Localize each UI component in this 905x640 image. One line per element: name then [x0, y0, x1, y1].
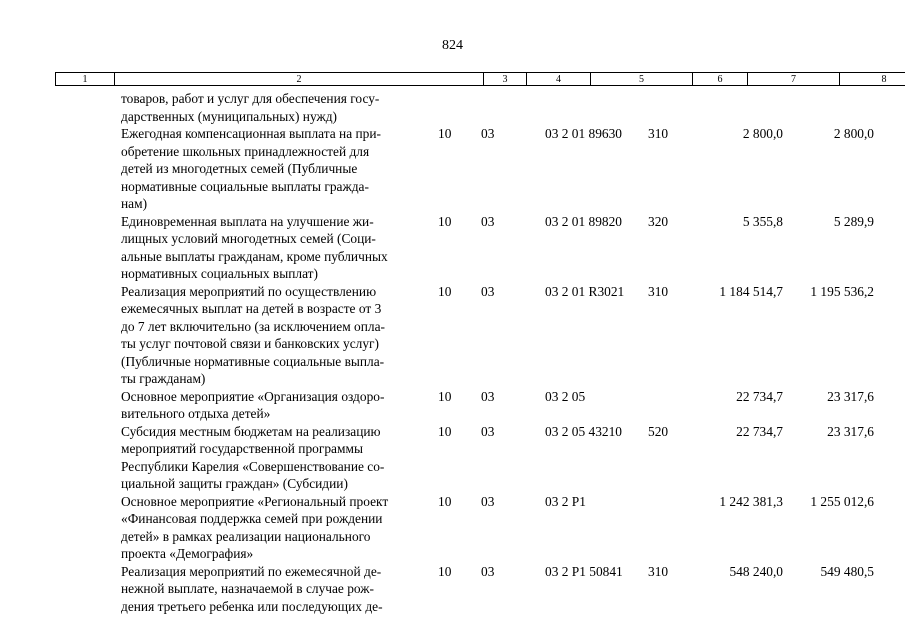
- amount-column-7: 548 240,0: [729, 563, 783, 579]
- amount-column-8: 1 255 012,6: [810, 493, 874, 509]
- amount-column-7: 5 355,8: [742, 213, 783, 229]
- subsection-code: 03: [481, 126, 495, 141]
- subsection-code: 03: [481, 283, 495, 299]
- row-description: товаров, работ и услуг для обеспечения госу- дарственных (муниципальных) нужд): [121, 91, 380, 124]
- section-code: 10: [438, 126, 452, 141]
- section-code: 10: [438, 423, 452, 439]
- target-article-code: 03 2 01 89820: [545, 213, 622, 229]
- row-description: Реализация мероприятий по ежемесячной де- нежной выплате, назначаемой в случае рож- дения третьего ребенка или последующих де-: [121, 563, 383, 614]
- subsection-code: 03: [481, 213, 495, 229]
- column-header-2: 2: [115, 73, 484, 86]
- section-code: 10: [438, 213, 452, 229]
- amount-column-8: 23 317,6: [827, 423, 874, 439]
- table-row: [0, 493, 905, 563]
- table-row: [0, 90, 905, 125]
- column-header-4: 4: [527, 73, 591, 86]
- section-code: 10: [438, 283, 452, 299]
- expense-type-code: 320: [648, 213, 669, 229]
- row-description: Субсидия местным бюджетам на реализацию мероприятий государственной программы Республики Карелия «Совершенствование со- циальной защиты граждан» (Субсидии): [121, 423, 385, 491]
- column-header-7: 7: [748, 73, 840, 86]
- amount-column-8: 549 480,5: [820, 563, 874, 579]
- amount-column-7: 22 734,7: [736, 388, 783, 404]
- column-header-6: 6: [693, 73, 748, 86]
- subsection-code: 03: [481, 563, 495, 579]
- target-article-code: 03 2 P1 50841: [545, 563, 623, 579]
- amount-column-7: 22 734,7: [736, 423, 783, 439]
- column-header-3: 3: [484, 73, 527, 86]
- column-header-1: 1: [56, 73, 115, 86]
- table-row: [0, 423, 905, 493]
- subsection-code: 03: [481, 493, 495, 509]
- row-description: Единовременная выплата на улучшение жи- лищных условий многодетных семей (Соци- альные выплаты гражданам, кроме публичных нормативных социальных выплат): [121, 213, 388, 281]
- row-description: Основное мероприятие «Региональный проект «Финансовая поддержка семей при рождении детей» в рамках реализации национального проекта «Демография»: [121, 493, 389, 561]
- amount-column-7: 2 800,0: [742, 126, 783, 141]
- target-article-code: 03 2 01 R3021: [545, 283, 625, 299]
- table-row: [0, 125, 905, 213]
- target-article-code: 03 2 P1: [545, 493, 586, 509]
- column-header-row: [55, 72, 905, 86]
- amount-column-7: 1 242 381,3: [719, 493, 783, 509]
- row-description: Основное мероприятие «Организация оздоро- вительного отдыха детей»: [121, 388, 385, 421]
- target-article-code: 03 2 05: [545, 388, 586, 404]
- target-article-code: 03 2 01 89630: [545, 126, 622, 141]
- subsection-code: 03: [481, 423, 495, 439]
- table-row: [0, 283, 905, 388]
- target-article-code: 03 2 05 43210: [545, 423, 622, 439]
- table-row: [0, 388, 905, 423]
- page-number: 824: [442, 38, 463, 53]
- amount-column-8: 2 800,0: [833, 126, 874, 141]
- amount-column-7: 1 184 514,7: [719, 283, 783, 299]
- amount-column-8: 5 289,9: [833, 213, 874, 229]
- expense-type-code: 520: [648, 423, 669, 439]
- amount-column-8: 23 317,6: [827, 388, 874, 404]
- subsection-code: 03: [481, 388, 495, 404]
- section-code: 10: [438, 493, 452, 509]
- row-description: Ежегодная компенсационная выплата на при- обретение школьных принадлежностей для детей из многодетных семей (Публичные нормативные социальные выплаты гражда- нам): [121, 126, 381, 211]
- column-header-5: 5: [591, 73, 693, 86]
- row-description: Реализация мероприятий по осуществлению ежемесячных выплат на детей в возрасте от 3 до 7 лет включительно (за исключением опла- ты услуг почтовой связи и банковских услуг) (Публичные нормативные социальные выпла- ты гражданам): [121, 283, 385, 386]
- budget-table-body: [0, 90, 905, 615]
- column-header-8: 8: [840, 73, 905, 86]
- table-row: [0, 563, 905, 616]
- expense-type-code: 310: [648, 563, 669, 579]
- expense-type-code: 310: [648, 126, 669, 141]
- table-row: [0, 213, 905, 283]
- section-code: 10: [438, 388, 452, 404]
- expense-type-code: 310: [648, 283, 669, 299]
- amount-column-8: 1 195 536,2: [810, 283, 874, 299]
- section-code: 10: [438, 563, 452, 579]
